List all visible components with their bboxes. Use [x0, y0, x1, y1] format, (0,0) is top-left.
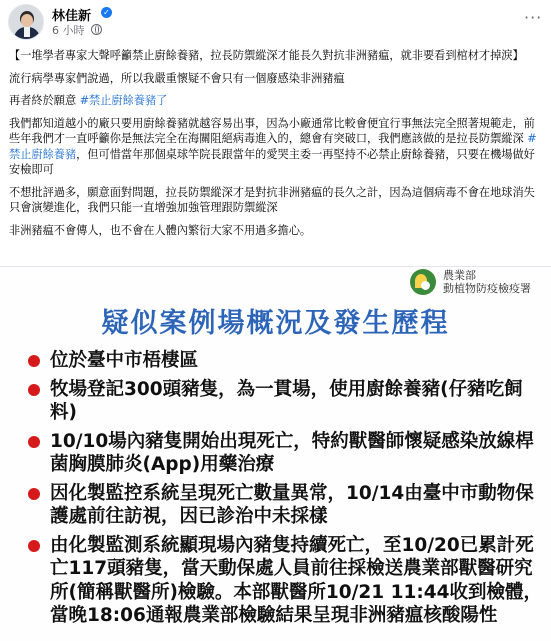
list-item-text: 位於臺中市梧棲區: [50, 350, 199, 371]
post-text-segment: ，但可惜當年那個桌球竿院長跟當年的愛哭主委一再堅持不必禁止廚餘養豬，只要在機場做好安檢即可: [9, 147, 535, 176]
hashtag-link[interactable]: #禁止廚餘養豬了: [79, 94, 168, 107]
agency-logo-icon: [410, 269, 436, 295]
list-item: [26, 430, 546, 477]
post-text-segment: 再者終於願意: [9, 94, 80, 107]
attached-image[interactable]: [0, 266, 551, 641]
post-paragraph: 不想批評過多，願意面對問題，拉長防禦縱深才是對抗非洲豬瘟的長久之計，因為這個病毒不會在地球消失只會演變進化，我們只能一直增強加強管理跟防禦縱深: [9, 185, 535, 214]
post-body: [9, 48, 545, 245]
post-meta[interactable]: [52, 22, 102, 38]
post-header: [0, 0, 551, 40]
list-item-text: 因化製監控系統呈現死亡數量異常，10/14由臺中市動物保護處前往訪視，因已診治中未採樣: [50, 482, 534, 527]
bullet-icon: [28, 436, 40, 448]
avatar-face: [21, 14, 33, 27]
list-item-text: 10/10場內豬隻開始出現死亡，特約獸醫師懷疑感染放線桿菌胸膜肺炎(App)用藥治療: [50, 430, 534, 475]
list-item-text: 牧場登記300頭豬隻，為一貫場，使用廚餘養豬(仔豬吃飼料): [50, 378, 523, 423]
flyer-title: 疑似案例場概況及發生歷程: [101, 308, 450, 339]
bullet-icon: [28, 384, 40, 396]
post-text-segment: 我們都知道越小的廠只要用廚餘養豬就越容易出事，因為小廠通常比較會便宜行事無法完全照著規範走，前些年我們才一直呼籲你是無法完全在海關阻絕病毒進入的，總會有突破口，我們應該做的是拉長防禦縱深: [9, 116, 535, 145]
list-item: [26, 482, 546, 529]
agency-name: [443, 269, 531, 295]
avatar[interactable]: [8, 4, 44, 40]
hashtag-link[interactable]: #禁止廚餘養豬: [9, 132, 537, 161]
more-options-icon[interactable]: ···: [524, 8, 543, 27]
post-paragraph: 【一堆學者專家大聲呼籲禁止廚餘養豬，拉長防禦縱深才能長久對抗非洲豬瘟，就非要看到棺材才掉淚】: [9, 49, 524, 62]
post-paragraph: 流行病學專家們說過，所以我嚴重懷疑不會只有一個廢感染非洲豬瘟: [9, 71, 345, 85]
list-item-text: 由化製監測系統顯現場內豬隻持續死亡，至10/20已累計死亡117頭豬隻，當天動保處人員前往採檢送農業部獸醫研究所(簡稱獸醫所)檢驗。本部獸醫所10/21 11:44收到檢體，當晚18:06通報農業部檢驗結果呈現非洲豬瘟核酸陽性: [50, 534, 542, 626]
agency-name-line: 動植物防疫檢疫署: [443, 282, 531, 295]
post-paragraph: [9, 93, 545, 109]
case-timeline-list: [26, 349, 546, 633]
author-name[interactable]: 林佳新: [52, 9, 92, 24]
agency-name-line: 農業部: [443, 269, 476, 282]
bullet-icon: [28, 540, 40, 552]
list-item: [26, 349, 546, 373]
verified-badge-icon: ✓: [101, 7, 112, 18]
post-paragraph: 非洲豬瘟不會傳人，也不會在人體內繁衍大家不用過多擔心。: [9, 223, 312, 237]
post-time[interactable]: 6 小時: [52, 24, 85, 37]
bullet-icon: [28, 355, 40, 367]
globe-icon: [91, 24, 102, 35]
avatar-shirt: [24, 27, 30, 37]
bullet-icon: [28, 488, 40, 500]
list-item: [26, 534, 546, 628]
list-item: [26, 378, 546, 425]
post-paragraph: [9, 116, 545, 178]
